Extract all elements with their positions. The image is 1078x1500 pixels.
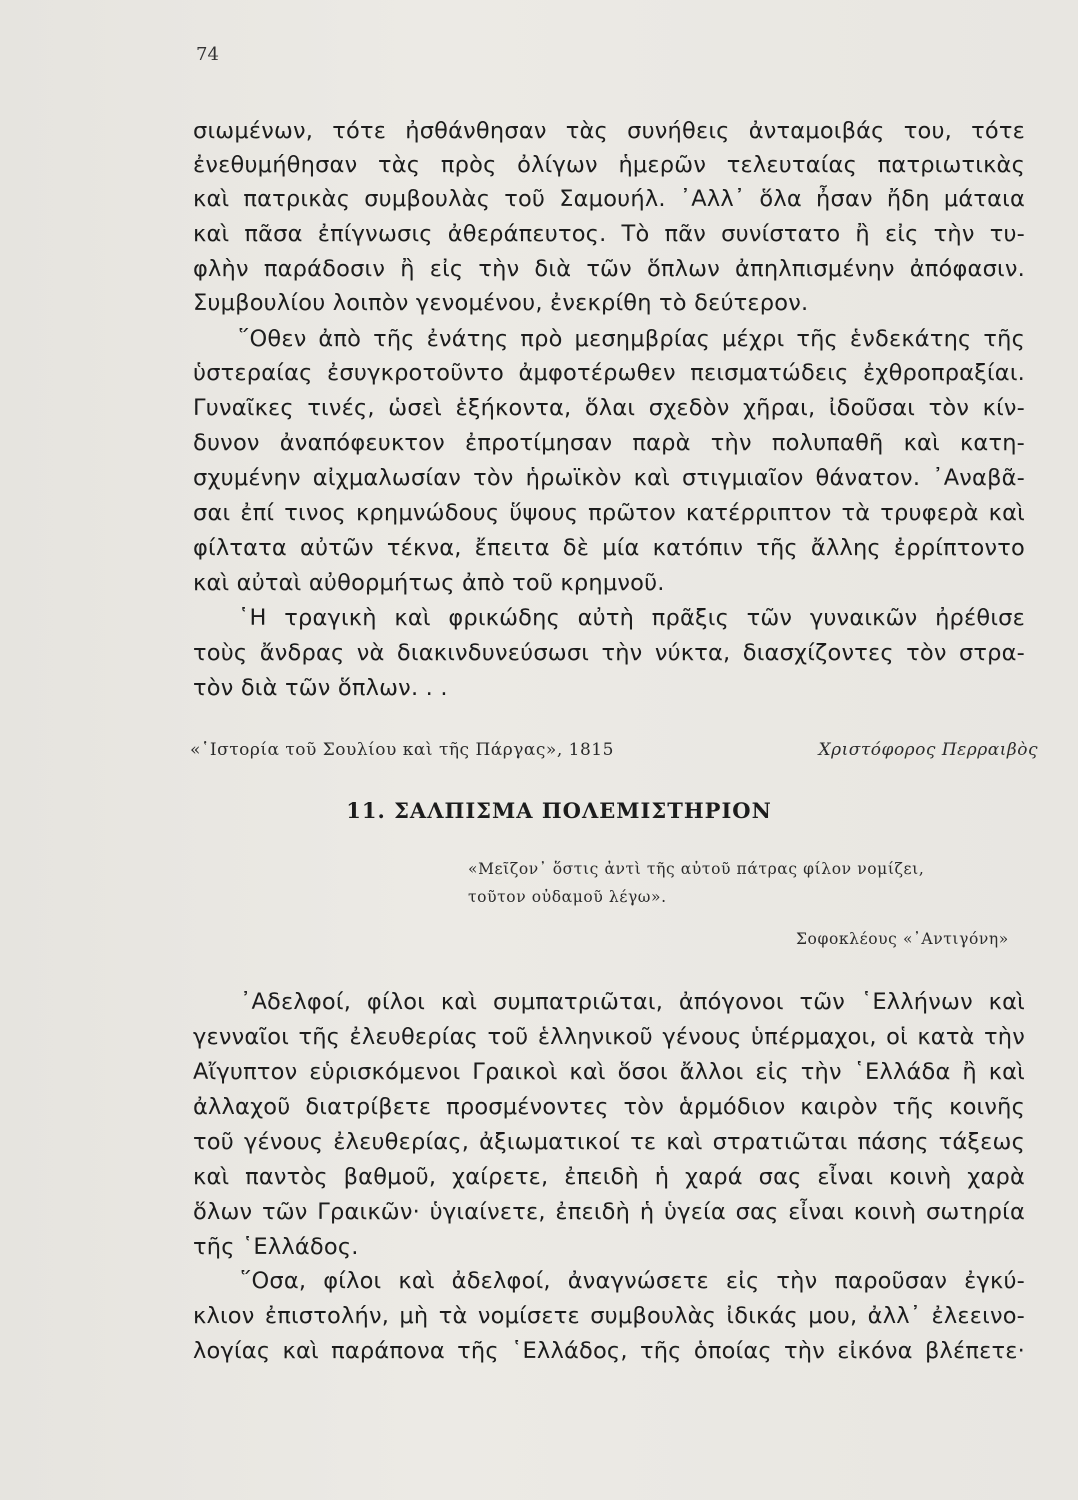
text-line: φίλτατα αὐτῶν τέκνα, ἔπειτα δὲ μία κατόπιν τῆς ἄλλης ἐρρίπτοντο	[193, 535, 1025, 561]
text-line: δυνον ἀναπόφευκτον ἐπροτίμησαν παρὰ τὴν πολυπαθῆ καὶ κατη-	[193, 430, 1025, 456]
text-line: γενναῖοι τῆς ἐλευθερίας τοῦ ἑλληνικοῦ γένους ὑπέρμαχοι, οἱ κατὰ τὴν	[193, 1024, 1025, 1050]
text-line: Συμβουλίου λοιπὸν γενομένου, ἐνεκρίθη τὸ δεύτερον.	[193, 290, 809, 316]
text-line: καὶ παντὸς βαθμοῦ, χαίρετε, ἐπειδὴ ἡ χαρά σας εἶναι κοινὴ χαρὰ	[193, 1164, 1025, 1190]
source-citation	[190, 740, 1038, 768]
text-line: ᾿Αδελφοί, φίλοι καὶ συμπατριῶται, ἀπόγονοι τῶν ῾Ελλήνων καὶ	[240, 989, 1025, 1015]
source-work: «῾Ιστορία τοῦ Σουλίου καὶ τῆς Πάργας», 1815	[190, 740, 614, 760]
text-line: Γυναῖκες τινές, ὡσεὶ ἑξήκοντα, ὅλαι σχεδὸν χῆραι, ἰδοῦσαι τὸν κίν-	[193, 395, 1025, 421]
page-number: 74	[196, 44, 219, 65]
text-line: τοῦ γένους ἐλευθερίας, ἀξιωματικοί τε καὶ στρατιῶται πάσης τάξεως	[193, 1129, 1025, 1155]
text-line: τοὺς ἄνδρας νὰ διακινδυνεύσωσι τὴν νύκτα, διασχίζοντες τὸν στρα-	[193, 640, 1025, 666]
text-line: σιωμένων, τότε ἠσθάνθησαν τὰς συνήθεις ἀνταμοιβάς του, τότε	[193, 118, 1025, 144]
text-line: καὶ πᾶσα ἐπίγνωσις ἀθεράπευτος. Τὸ πᾶν συνίστατο ἢ εἰς τὴν τυ-	[193, 221, 1025, 247]
text-line: ὑστεραίας ἐσυγκροτοῦντο ἀμφοτέρωθεν πεισματώδεις ἐχθροπραξίαι.	[193, 360, 1025, 386]
text-line: τῆς ῾Ελλάδος.	[193, 1234, 359, 1260]
epigraph-attribution: Σοφοκλέους «᾿Αντιγόνη»	[796, 930, 1009, 948]
epigraph-line: τοῦτον οὐδαμοῦ λέγω».	[468, 888, 667, 906]
text-line: ῞Οσα, φίλοι καὶ ἀδελφοί, ἀναγνώσετε εἰς τὴν παροῦσαν ἐγκύ-	[240, 1268, 1025, 1294]
text-line: ῞Οθεν ἀπὸ τῆς ἐνάτης πρὸ μεσημβρίας μέχρι τῆς ἑνδεκάτης τῆς	[238, 326, 1025, 352]
text-line: σχυμένην αἰχμαλωσίαν τὸν ἡρωϊκὸν καὶ στιγμιαῖον θάνατον. ᾿Αναβᾶ-	[193, 465, 1025, 491]
text-line: ἀλλαχοῦ διατρίβετε προσμένοντες τὸν ἁρμόδιον καιρὸν τῆς κοινῆς	[193, 1094, 1025, 1120]
text-line: καὶ αὐταὶ αὐθορμήτως ἀπὸ τοῦ κρημνοῦ.	[193, 570, 665, 596]
text-line: καὶ πατρικὰς συμβουλὰς τοῦ Σαμουήλ. ᾿Αλλ᾿ ὅλα ἦσαν ἤδη μάταια	[193, 186, 1025, 212]
source-author: Χριστόφορος Περραιβὸς	[818, 740, 1038, 760]
text-line: Αἴγυπτον εὑρισκόμενοι Γραικοὶ καὶ ὅσοι ἄλλοι εἰς τὴν ῾Ελλάδα ἢ καὶ	[193, 1059, 1025, 1085]
text-line: φλὴν παράδοσιν ἢ εἰς τὴν διὰ τῶν ὅπλων ἀπηλπισμένην ἀπόφασιν.	[193, 256, 1025, 282]
text-line: ῾Η τραγικὴ καὶ φρικώδης αὐτὴ πρᾶξις τῶν γυναικῶν ἠρέθισε	[238, 605, 1025, 631]
epigraph-line: «Μεῖζον᾿ ὅστις ἀντὶ τῆς αὐτοῦ πάτρας φίλον νομίζει,	[468, 860, 925, 878]
text-line: ἐνεθυμήθησαν τὰς πρὸς ὀλίγων ἡμερῶν τελευταίας πατριωτικὰς	[193, 152, 1025, 178]
text-line: κλιον ἐπιστολήν, μὴ τὰ νομίσετε συμβουλὰς ἰδικάς μου, ἀλλ᾿ ἐλεεινο-	[193, 1303, 1025, 1329]
text-line: σαι ἐπί τινος κρημνώδους ὕψους πρῶτον κατέρριπτον τὰ τρυφερὰ καὶ	[193, 500, 1025, 526]
text-line: τὸν διὰ τῶν ὅπλων. . .	[193, 675, 448, 701]
text-line: λογίας καὶ παράπονα τῆς ῾Ελλάδος, τῆς ὁποίας τὴν εἰκόνα βλέπετε·	[193, 1338, 1025, 1364]
text-line: ὅλων τῶν Γραικῶν· ὑγιαίνετε, ἐπειδὴ ἡ ὑγεία σας εἶναι κοινὴ σωτηρία	[193, 1199, 1025, 1225]
section-heading: 11. ΣΑΛΠΙΣΜΑ ΠΟΛΕΜΙΣΤΗΡΙΟΝ	[346, 798, 772, 823]
